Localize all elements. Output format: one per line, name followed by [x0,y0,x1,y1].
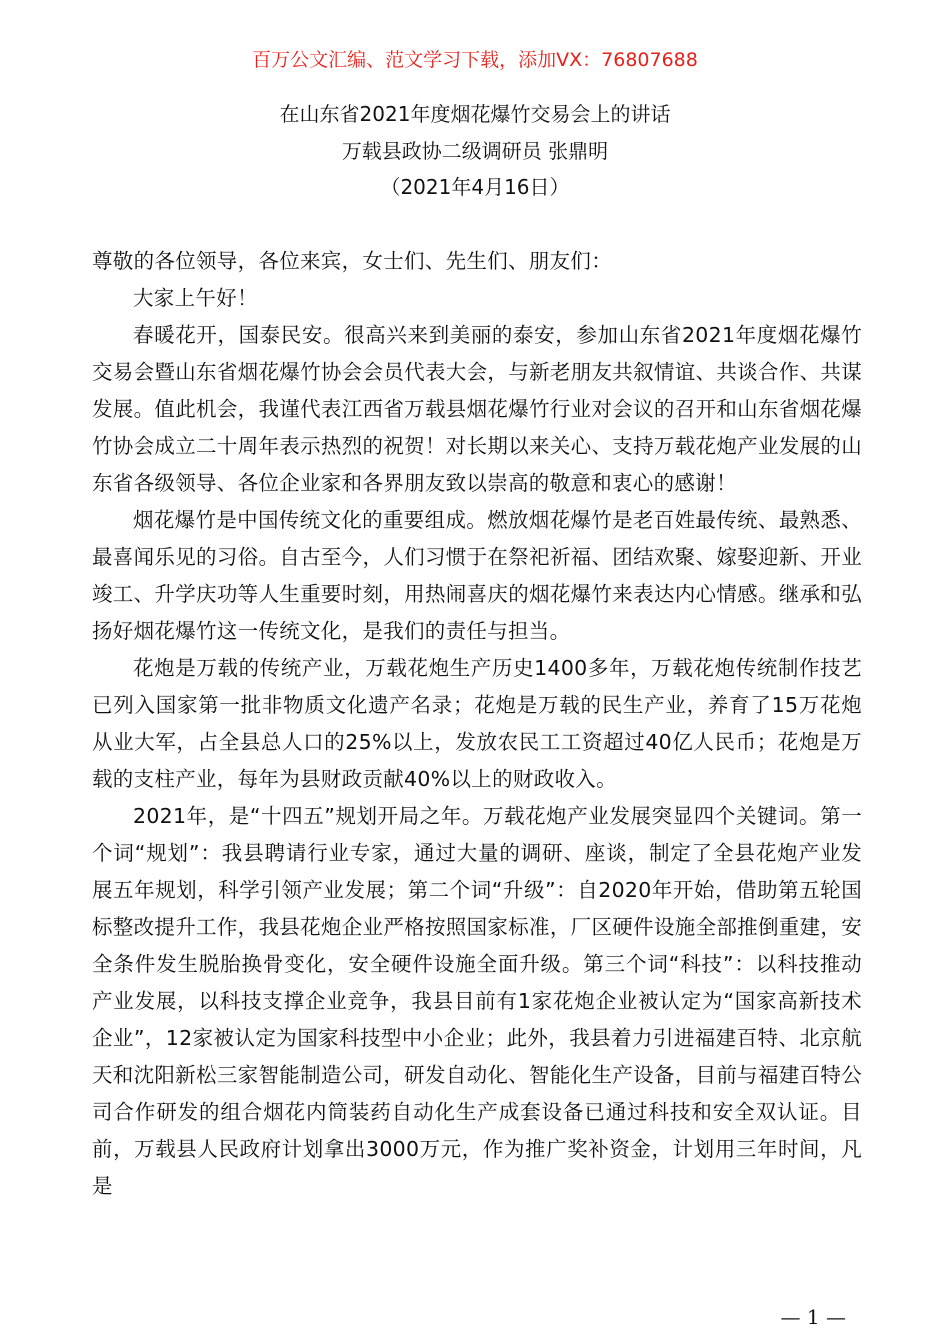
page-number: — 1 — [780,1305,846,1329]
speech-date: （2021年4月16日） [380,175,570,199]
paragraph: 烟花爆竹是中国传统文化的重要组成。燃放烟花爆竹是老百姓最传统、最熟悉、最喜闻乐见的习俗。自古至今，人们习惯于在祭祀祈福、团结欢聚、嫁娶迎新、开业竣工、升学庆功等人生重要时刻，用热闹喜庆的烟花爆竹来表达内心情感。继承和弘扬好烟花爆竹这一传统文化，是我们的责任与担当。 [92,508,862,643]
speech-body [92,243,862,1205]
paragraph: 2021年，是“十四五”规划开局之年。万载花炮产业发展突显四个关键词。第一个词“规划”：我县聘请行业专家，通过大量的调研、座谈，制定了全县花炮产业发展五年规划，科学引领产业发展；第二个词“升级”：自2020年开始，借助第五轮国标整改提升工作，我县花炮企业严格按照国家标准，厂区硬件设施全部推倒重建，安全条件发生脱胎换骨变化，安全硬件设施全面升级。第三个词“科技”：以科技推动产业发展，以科技支撑企业竞争，我县目前有1家花炮企业被认定为“国家高新技术企业”，12家被认定为国家科技型中小企业；此外，我县着力引进福建百特、北京航天和沈阳新松三家智能制造公司，研发自动化、智能化生产设备，目前与福建百特公司合作研发的组合烟花内筒装药自动化生产成套设备已通过科技和安全双认证。目前，万载县人民政府计划拿出3000万元，作为推广奖补资金，计划用三年时间，凡是 [92,804,862,1198]
paragraph: 春暖花开，国泰民安。很高兴来到美丽的泰安，参加山东省2021年度烟花爆竹交易会暨山东省烟花爆竹协会会员代表大会，与新老朋友共叙情谊、共谈合作、共谋发展。值此机会，我谨代表江西省万载县烟花爆竹行业对会议的召开和山东省烟花爆竹协会成立二十周年表示热烈的祝贺！对长期以来关心、支持万载花炮产业发展的山东省各级领导、各位企业家和各界朋友致以崇高的敬意和衷心的感谢！ [92,323,862,495]
paragraph: 花炮是万载的传统产业，万载花炮生产历史1400多年，万载花炮传统制作技艺已列入国家第一批非物质文化遗产名录；花炮是万载的民生产业，养育了15万花炮从业大军，占全县总人口的25%以上，发放农民工工资超过40亿人民币；花炮是万载的支柱产业，每年为县财政贡献40%以上的财政收入。 [92,656,862,791]
speech-title: 在山东省2021年度烟花爆竹交易会上的讲话 [279,102,671,126]
speaker-line: 万载县政协二级调研员 张鼎明 [341,139,609,163]
salutation: 尊敬的各位领导，各位来宾，女士们、先生们、朋友们： [92,249,612,273]
paragraph: 大家上午好！ [133,286,258,310]
promo-banner: 百万公文汇编、范文学习下载，添加VX：76807688 [252,49,698,71]
